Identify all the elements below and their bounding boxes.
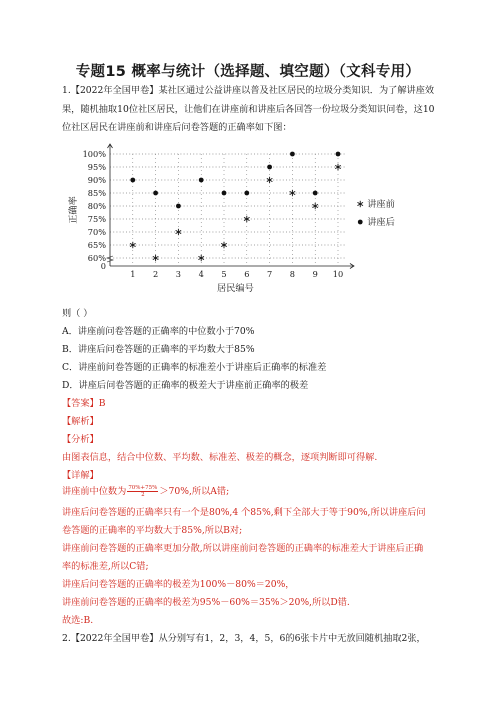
scatter-chart	[62, 138, 442, 306]
point-after	[336, 152, 341, 157]
point-after	[222, 191, 227, 196]
detail-b-line1: 讲座后问卷答题的正确率只有一个是80%,4 个85%,剩下全部大于等于90%,所以讲座后问	[62, 507, 426, 518]
xiangjie-label: 【详解】	[62, 470, 99, 481]
x-axis-label: 居民编号	[217, 283, 254, 294]
point-before	[176, 229, 182, 235]
point-after	[290, 152, 295, 157]
x-tick-label: 10	[332, 269, 344, 279]
fenxi-text: 由图表信息，结合中位数、平均数、标准差、极差的概念，逐项判断即可得解.	[62, 452, 378, 463]
y-tick-label: 60%	[87, 253, 106, 263]
detail-d-line1: 讲座后问卷答题的正确率的极差为100%－80%＝20%，	[62, 579, 295, 590]
question-1-then: 则（ ）	[62, 308, 93, 319]
point-after	[313, 191, 318, 196]
page-title: 专题15 概率与统计（选择题、填空题）（文科专用）	[75, 64, 421, 80]
detail-a-suffix: ＞70%,所以A错;	[159, 486, 230, 497]
detail-a-prefix: 讲座前中位数为	[62, 486, 127, 497]
conclusion: 故选:B.	[62, 615, 94, 626]
y-tick-label: 100%	[82, 149, 106, 159]
y-tick-label: 75%	[87, 214, 106, 224]
y-tick-label: 95%	[87, 162, 106, 172]
x-tick-label: 6	[244, 269, 250, 279]
detail-b-line2: 卷答题的正确率的平均数大于85%,所以B对;	[62, 525, 243, 536]
legend-marker-after	[358, 220, 363, 225]
point-after	[153, 191, 158, 196]
analysis-label: 【解析】	[62, 416, 99, 427]
detail-a	[62, 483, 229, 498]
y-tick-label: 0	[100, 261, 106, 271]
question-2-stem: 2.【2022年全国甲卷】从分别写有1，2，3，4，5，6的6张卡片中无放回随机抽取2张，	[62, 633, 426, 644]
y-tick-label: 70%	[87, 227, 106, 237]
x-tick-label: 2	[152, 269, 159, 279]
point-after	[267, 165, 272, 170]
point-before	[335, 164, 341, 170]
detail-c-line1: 讲座前问卷答题的正确率更加分散,所以讲座前问卷答题的正确率的标准差大于讲座后正确	[62, 543, 424, 554]
x-tick-label: 5	[221, 269, 227, 279]
detail-c-line2: 率的标准差,所以C错;	[62, 561, 149, 572]
option-b: B．讲座后问卷答题的正确率的平均数大于85%	[62, 344, 255, 355]
y-tick-label: 90%	[87, 175, 106, 185]
point-after	[130, 178, 135, 183]
option-d: D．讲座后问卷答题的正确率的极差大于讲座前正确率的极差	[62, 380, 309, 391]
x-tick-label: 9	[312, 269, 318, 279]
point-after	[244, 191, 249, 196]
point-before	[130, 242, 136, 248]
y-tick-label: 80%	[87, 201, 106, 211]
legend-marker-before	[357, 201, 363, 207]
legend-label-before: 讲座前	[367, 199, 395, 210]
point-after	[176, 204, 181, 209]
fenxi-label: 【分析】	[62, 434, 99, 445]
y-axis-label: 正确率	[68, 196, 79, 224]
fraction-denominator: 2	[141, 492, 145, 498]
legend-label-after: 讲座后	[367, 217, 395, 228]
axis-break	[107, 256, 113, 262]
x-tick-label: 7	[266, 269, 273, 279]
detail-d-line2: 讲座前问卷答题的正确率的极差为95%－60%＝35%＞20%,所以D错.	[62, 597, 350, 608]
y-tick-label: 65%	[87, 240, 106, 250]
x-tick-label: 8	[289, 269, 296, 279]
question-1-stem: 1.【2022年全国甲卷】某社区通过公益讲座以普及社区居民的垃圾分类知识．为了解讲座效果，随机抽取10位社区居民，让他们在讲座前和讲座后各回答一份垃圾分类知识问卷，这10位社区居民在讲座前和讲座后问卷答题的正确率如下图：	[62, 85, 435, 133]
point-before	[153, 255, 159, 261]
point-after	[199, 178, 204, 183]
x-tick-label: 1	[130, 269, 136, 279]
x-tick-label: 3	[175, 269, 182, 279]
point-before	[312, 203, 318, 209]
x-tick-label: 4	[198, 269, 204, 279]
answer-label: 【答案】B	[62, 398, 106, 409]
option-a: A．讲座前问卷答题的正确率的中位数小于70%	[62, 326, 255, 337]
median-fraction	[127, 485, 158, 498]
fraction-numerator: 70%+75%	[128, 485, 158, 491]
y-tick-label: 85%	[87, 188, 106, 198]
point-before	[290, 190, 296, 196]
option-c: C．讲座前问卷答题的正确率的标准差小于讲座后正确率的标准差	[62, 362, 327, 373]
